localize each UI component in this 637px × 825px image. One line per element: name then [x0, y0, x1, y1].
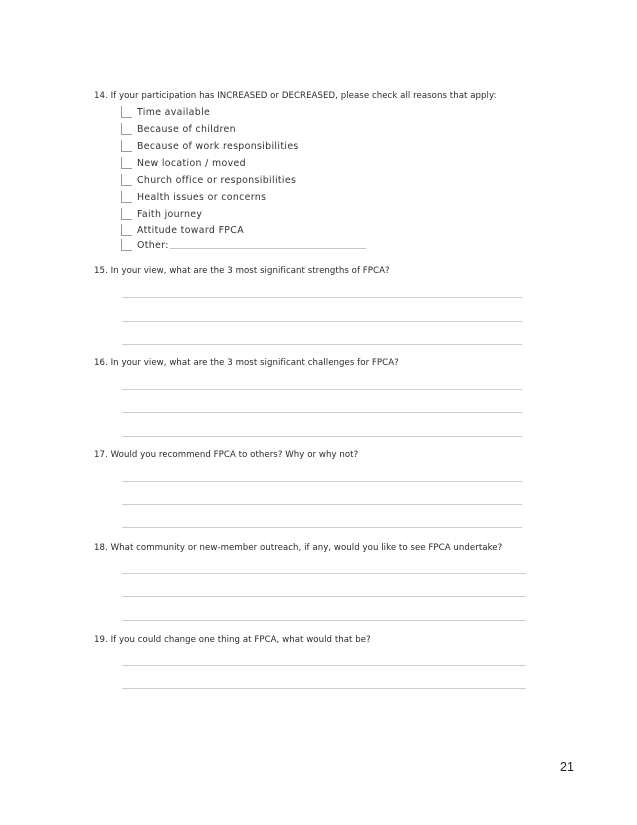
question-14: 14. If your participation has INCREASED or DECREASED, please check all reasons that apply:: [94, 91, 497, 101]
checkbox[interactable]: [121, 157, 132, 169]
checkbox[interactable]: [121, 106, 132, 118]
option-because-of-children[interactable]: [121, 122, 236, 136]
checkbox[interactable]: [121, 174, 132, 186]
checkbox[interactable]: [121, 224, 132, 236]
page-number: 21: [560, 760, 574, 774]
option-label: Other:: [137, 239, 169, 251]
option-new-location[interactable]: [121, 156, 246, 170]
answer-line[interactable]: [122, 620, 526, 621]
checkbox[interactable]: [121, 191, 132, 203]
option-health-issues[interactable]: [121, 190, 266, 204]
other-answer-line[interactable]: [170, 248, 366, 249]
answer-line[interactable]: [122, 504, 522, 505]
option-other[interactable]: [121, 238, 169, 252]
option-label: Health issues or concerns: [137, 191, 267, 203]
option-faith-journey[interactable]: [121, 207, 202, 221]
option-label: Attitude toward FPCA: [137, 224, 244, 236]
checkbox[interactable]: [121, 208, 132, 220]
answer-line[interactable]: [122, 596, 526, 597]
option-work-responsibilities[interactable]: [121, 139, 299, 153]
answer-line[interactable]: [122, 688, 526, 689]
answer-line[interactable]: [122, 573, 526, 574]
question-15: 15. In your view, what are the 3 most significant strengths of FPCA?: [94, 266, 390, 276]
option-attitude-toward-fpca[interactable]: [121, 223, 244, 237]
answer-line[interactable]: [122, 665, 526, 666]
answer-line[interactable]: [122, 344, 522, 345]
checkbox[interactable]: [121, 123, 132, 135]
answer-line[interactable]: [122, 389, 522, 390]
option-label: Because of work responsibilities: [137, 140, 299, 152]
option-church-office[interactable]: [121, 173, 296, 187]
answer-line[interactable]: [122, 412, 522, 413]
question-19: 19. If you could change one thing at FPCA, what would that be?: [94, 635, 371, 645]
answer-line[interactable]: [122, 527, 522, 528]
option-label: New location / moved: [137, 157, 246, 169]
answer-line[interactable]: [122, 321, 522, 322]
checkbox[interactable]: [121, 140, 132, 152]
answer-line[interactable]: [122, 297, 522, 298]
checkbox[interactable]: [121, 239, 132, 251]
question-18: 18. What community or new-member outreach, if any, would you like to see FPCA undertake?: [94, 543, 503, 553]
answer-line[interactable]: [122, 436, 522, 437]
option-time-available[interactable]: [121, 105, 210, 119]
question-17: 17. Would you recommend FPCA to others? Why or why not?: [94, 450, 359, 460]
option-label: Because of children: [137, 123, 236, 135]
option-label: Time available: [137, 106, 211, 118]
option-label: Faith journey: [137, 208, 203, 220]
option-label: Church office or responsibilities: [137, 174, 297, 186]
answer-line[interactable]: [122, 481, 522, 482]
question-16: 16. In your view, what are the 3 most significant challenges for FPCA?: [94, 358, 399, 368]
